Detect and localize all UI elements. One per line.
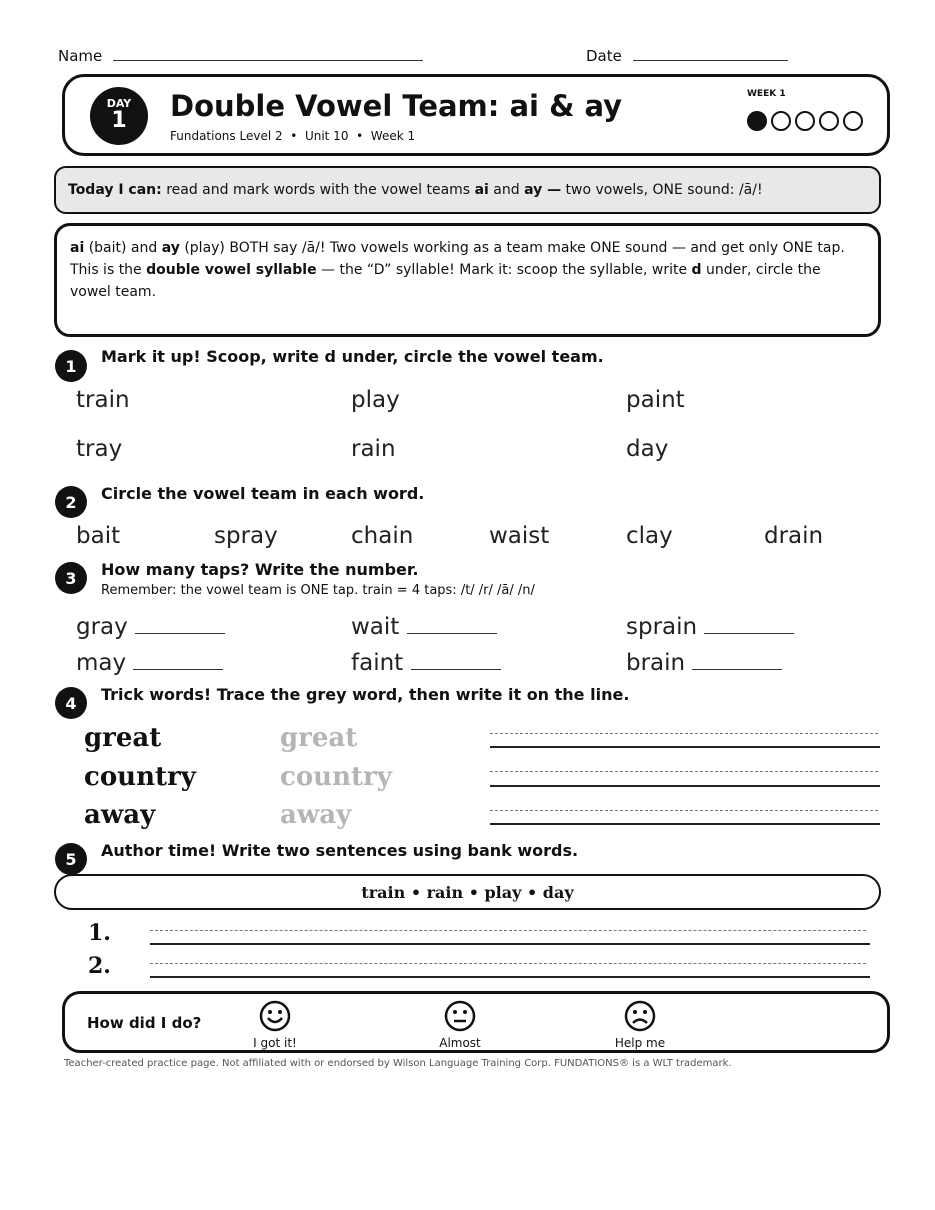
header-box [62, 74, 890, 156]
page-subtitle: Fundations Level 2 • Unit 10 • Week 1 [170, 129, 416, 143]
tap-item[interactable]: sprain [626, 614, 794, 640]
write-guide-dashed [490, 810, 878, 811]
week-label: WEEK 1 [747, 89, 786, 99]
word-bank-text: train • rain • play • day [361, 883, 574, 902]
practice-word: train [76, 387, 130, 413]
write-line[interactable] [490, 785, 880, 787]
self-check-box [62, 991, 890, 1053]
trace-word: great [280, 723, 358, 753]
section-title: Author time! Write two sentences using bank words. [101, 841, 579, 860]
sentence-number: 1. [88, 920, 111, 946]
write-guide-dashed [150, 963, 866, 964]
practice-word: day [626, 436, 669, 462]
circle-word: waist [489, 523, 550, 549]
section-number: 5 [55, 843, 87, 875]
tap-item[interactable]: gray [76, 614, 225, 640]
progress-dot [843, 111, 863, 131]
sentence-line[interactable] [150, 943, 870, 945]
practice-word: rain [351, 436, 396, 462]
trick-word: away [84, 800, 156, 830]
footer-note: Teacher-created practice page. Not affiliated with or endorsed by Wilson Language Training Corp. FUNDATIONS® is a WLT trademark. [64, 1058, 732, 1069]
goal-text: Today I can: read and mark words with the vowel teams ai and ay — two vowels, ONE sound: /ā/! [68, 182, 763, 198]
progress-dot [771, 111, 791, 131]
tap-item[interactable]: wait [351, 614, 497, 640]
date-field[interactable] [586, 47, 788, 65]
name-label: Name [58, 47, 103, 65]
info-text: ai (bait) and ay (play) BOTH say /ā/! Two vowels working as a team make ONE sound — and get only ONE tap. This is the double vowel syllable — the “D” syllable! Mark it: scoop the syllable, write d under, circle the vowel team. [70, 240, 845, 300]
smile-face-icon [259, 1000, 291, 1032]
goal-box [54, 166, 881, 214]
trace-word: away [280, 800, 352, 830]
section-number: 1 [55, 350, 87, 382]
trick-word: great [84, 723, 162, 753]
section-title: How many taps? Write the number. [101, 560, 419, 579]
sentence-line[interactable] [150, 976, 870, 978]
trick-word: country [84, 762, 196, 792]
sentence-number: 2. [88, 953, 111, 979]
option-help-me[interactable] [615, 1000, 665, 1050]
self-check-label: How did I do? [87, 1014, 202, 1032]
tap-item[interactable]: faint [351, 650, 501, 676]
write-guide-dashed [490, 771, 878, 772]
week-progress [747, 111, 863, 131]
write-guide-dashed [490, 733, 878, 734]
day-badge [90, 87, 148, 145]
day-label: DAY [106, 97, 132, 110]
progress-dot-filled [747, 111, 767, 131]
option-label: I got it! [253, 1036, 297, 1050]
section-note: Remember: the vowel team is ONE tap. train = 4 taps: /t/ /r/ /ā/ /n/ [101, 583, 535, 598]
practice-word: tray [76, 436, 123, 462]
tap-item[interactable]: may [76, 650, 223, 676]
practice-word: play [351, 387, 400, 413]
progress-dot [819, 111, 839, 131]
write-line[interactable] [490, 823, 880, 825]
section-title: Trick words! Trace the grey word, then write it on the line. [101, 685, 630, 704]
page-title: Double Vowel Team: ai & ay [170, 89, 623, 123]
section-title: Circle the vowel team in each word. [101, 484, 425, 503]
section-title: Mark it up! Scoop, write d under, circle the vowel team. [101, 347, 604, 366]
tap-item[interactable]: brain [626, 650, 782, 676]
option-almost[interactable] [435, 1000, 485, 1050]
info-box [54, 223, 881, 337]
circle-word: chain [351, 523, 414, 549]
write-line[interactable] [490, 746, 880, 748]
day-number: 1 [111, 108, 127, 133]
section-number: 3 [55, 562, 87, 594]
frown-face-icon [624, 1000, 656, 1032]
write-guide-dashed [150, 930, 866, 931]
progress-dot [795, 111, 815, 131]
circle-word: bait [76, 523, 121, 549]
trace-word: country [280, 762, 392, 792]
option-label: Almost [439, 1036, 481, 1050]
section-number: 2 [55, 486, 87, 518]
circle-word: clay [626, 523, 673, 549]
date-label: Date [586, 47, 622, 65]
practice-word: paint [626, 387, 685, 413]
neutral-face-icon [444, 1000, 476, 1032]
section-number: 4 [55, 687, 87, 719]
circle-word: drain [764, 523, 824, 549]
option-got-it[interactable] [250, 1000, 300, 1050]
circle-word: spray [214, 523, 278, 549]
option-label: Help me [614, 1036, 666, 1050]
word-bank [54, 874, 881, 910]
name-field[interactable] [58, 47, 423, 65]
